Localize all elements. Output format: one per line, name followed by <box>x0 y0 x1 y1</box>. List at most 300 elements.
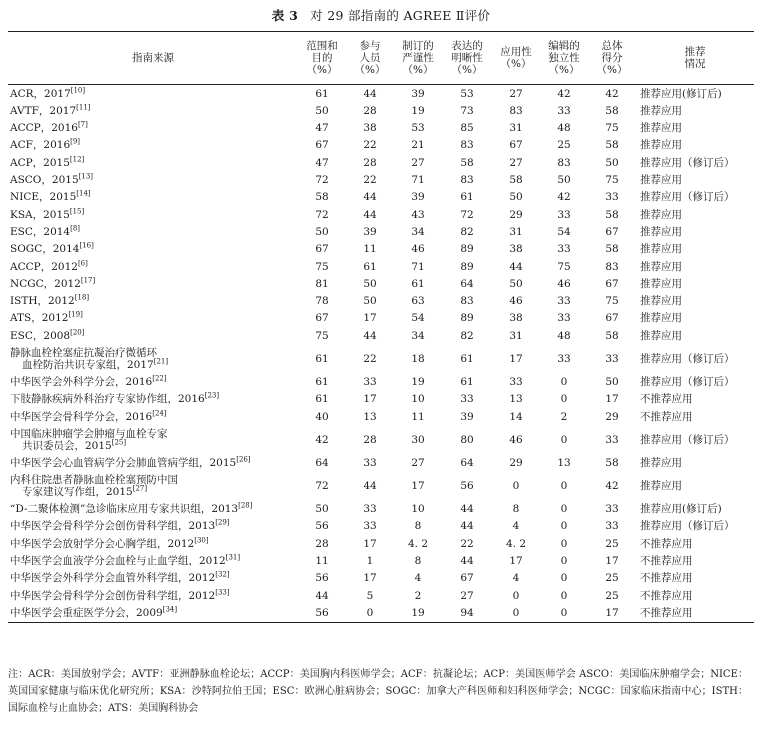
reference-number: [19] <box>68 310 83 319</box>
reference-number: [13] <box>78 172 94 181</box>
cell-score: 8 <box>414 555 422 568</box>
cell-source <box>8 373 298 390</box>
table-row <box>8 570 754 587</box>
cell-score: 2 <box>414 589 422 602</box>
cell-source <box>8 553 298 570</box>
cell-score: 53 <box>411 122 425 135</box>
header-row <box>8 32 754 85</box>
cell-source <box>8 425 298 454</box>
cell-source <box>8 310 298 327</box>
cell-score: 11 <box>363 243 377 256</box>
cell-recommendation: 推荐应用（修订后） <box>640 376 735 388</box>
cell-score: 67 <box>315 312 329 325</box>
cell-score: 29 <box>509 208 523 221</box>
cell-recommendation: 推荐应用 <box>640 174 682 187</box>
cell-score: 33 <box>460 393 474 406</box>
cell-score: 22 <box>363 352 377 365</box>
table-body <box>8 85 754 623</box>
cell-score: 89 <box>460 260 474 273</box>
source-text: NCGC，2012 <box>10 277 81 290</box>
reference-number: [17] <box>80 276 96 285</box>
source-text: ACR，2017 <box>10 87 71 100</box>
cell-recommendation: 推荐应用 <box>640 295 682 308</box>
table-row <box>8 310 754 327</box>
table-row <box>8 454 754 471</box>
cell-score: 29 <box>509 456 523 469</box>
cell-score: 50 <box>315 503 329 516</box>
header-source: 指南来源 <box>132 52 174 64</box>
table-row <box>8 373 754 390</box>
cell-score: 33 <box>605 520 619 533</box>
reference-number: [32] <box>215 570 230 579</box>
cell-score: 17 <box>605 606 619 619</box>
table-row <box>8 120 754 137</box>
cell-recommendation: 推荐应用 <box>640 139 682 152</box>
cell-score: 44 <box>363 480 377 493</box>
cell-score: 34 <box>411 225 425 238</box>
cell-recommendation: 推荐应用 <box>640 329 682 342</box>
cell-score: 22 <box>363 174 377 187</box>
source-text: ACCP，2012 <box>10 260 78 273</box>
cell-score: 31 <box>509 122 523 135</box>
cell-score: 0 <box>560 480 568 493</box>
cell-score: 54 <box>411 312 425 325</box>
cell-recommendation: 推荐应用 <box>640 208 682 221</box>
cell-score: 50 <box>605 376 619 388</box>
cell-score: 5 <box>366 589 374 602</box>
cell-score: 33 <box>557 352 571 365</box>
cell-score: 8 <box>414 520 422 533</box>
cell-source <box>8 604 298 622</box>
cell-score: 28 <box>315 537 329 550</box>
cell-score: 33 <box>605 352 619 365</box>
source-text: 中华医学会放射学分会心胸学组，2012 <box>10 537 195 550</box>
cell-score: 58 <box>460 156 474 169</box>
cell-score: 39 <box>411 191 425 204</box>
source-text: 中国临床肿瘤学会肿瘤与血栓专家 <box>10 427 168 440</box>
cell-score: 1 <box>366 555 374 568</box>
cell-recommendation: 推荐应用（修订后） <box>640 433 735 446</box>
reference-number: [14] <box>76 189 91 198</box>
cell-score: 85 <box>460 122 474 135</box>
cell-score: 0 <box>560 433 568 446</box>
cell-score: 82 <box>460 329 474 342</box>
cell-score: 0 <box>512 589 520 602</box>
source-line <box>10 295 298 307</box>
source-line <box>10 376 298 388</box>
source-line <box>10 105 298 117</box>
cell-score: 25 <box>605 537 619 550</box>
cell-score: 0 <box>560 589 568 602</box>
cell-source <box>8 408 298 425</box>
cell-score: 50 <box>363 277 377 290</box>
cell-score: 14 <box>509 410 523 423</box>
cell-score: 33 <box>605 433 619 446</box>
reference-number: [11] <box>76 103 91 112</box>
cell-score: 58 <box>315 191 329 204</box>
cell-source <box>8 327 298 344</box>
cell-source <box>8 570 298 587</box>
cell-score: 28 <box>363 156 377 169</box>
header-rigor: 制订的 严谨性 （%） <box>402 40 434 76</box>
cell-score: 25 <box>605 572 619 585</box>
cell-score: 50 <box>315 225 329 238</box>
cell-score: 44 <box>363 329 377 342</box>
cell-score: 0 <box>560 503 568 516</box>
cell-source <box>8 501 298 518</box>
reference-number: [29] <box>215 518 230 527</box>
source-text: NICE，2015 <box>10 191 77 204</box>
cell-recommendation: 不推荐应用 <box>640 589 693 602</box>
cell-source <box>8 154 298 171</box>
cell-score: 56 <box>315 572 329 585</box>
cell-score: 64 <box>460 456 474 469</box>
cell-recommendation: 推荐应用 <box>640 456 682 469</box>
cell-score: 50 <box>363 295 377 308</box>
reference-number: [22] <box>152 374 167 383</box>
cell-score: 50 <box>509 191 523 204</box>
cell-score: 61 <box>460 376 474 388</box>
cell-score: 44 <box>460 503 474 516</box>
cell-score: 46 <box>557 277 571 290</box>
cell-score: 54 <box>557 225 571 238</box>
cell-score: 61 <box>363 260 377 273</box>
cell-score: 58 <box>605 104 619 117</box>
cell-score: 67 <box>605 225 619 238</box>
table-row <box>8 189 754 206</box>
cell-score: 8 <box>512 503 520 516</box>
source-line <box>10 261 298 273</box>
cell-score: 67 <box>315 243 329 256</box>
cell-score: 61 <box>460 352 474 365</box>
source-line <box>10 359 298 371</box>
cell-recommendation: 不推荐应用 <box>640 606 693 619</box>
source-line <box>10 555 298 567</box>
cell-score: 61 <box>315 393 329 406</box>
cell-score: 28 <box>363 104 377 117</box>
cell-score: 27 <box>509 87 523 100</box>
source-line <box>10 157 298 169</box>
cell-source <box>8 171 298 188</box>
cell-score: 27 <box>460 589 474 602</box>
table-row <box>8 171 754 188</box>
reference-number: [7] <box>77 120 88 129</box>
source-line <box>10 393 298 405</box>
cell-score: 61 <box>411 277 425 290</box>
cell-score: 83 <box>460 139 474 152</box>
source-text: 静脉血栓栓塞症抗凝治疗微循环 <box>10 346 157 359</box>
cell-score: 33 <box>509 376 523 388</box>
table-row <box>8 408 754 425</box>
cell-score: 38 <box>509 243 523 256</box>
cell-source <box>8 518 298 535</box>
table-row <box>8 553 754 570</box>
table-row <box>8 327 754 344</box>
cell-score: 44 <box>509 260 523 273</box>
cell-score: 0 <box>560 606 568 619</box>
cell-score: 4. 2 <box>407 537 429 550</box>
cell-score: 4 <box>414 572 422 585</box>
cell-score: 27 <box>509 156 523 169</box>
cell-score: 47 <box>315 122 329 135</box>
cell-score: 58 <box>605 329 619 342</box>
cell-score: 67 <box>605 312 619 325</box>
reference-number: [28] <box>238 501 253 510</box>
reference-number: [9] <box>70 137 81 146</box>
cell-score: 67 <box>509 139 523 152</box>
cell-score: 56 <box>315 520 329 533</box>
table-row <box>8 275 754 292</box>
cell-score: 0 <box>560 520 568 533</box>
source-text: AVTF，2017 <box>10 104 77 117</box>
cell-score: 73 <box>460 104 474 117</box>
cell-score: 33 <box>557 312 571 325</box>
header-scope: 范围和 目的 （%） <box>306 40 338 76</box>
cell-source <box>8 85 298 103</box>
reference-number: [8] <box>70 224 81 233</box>
cell-score: 4 <box>512 572 520 585</box>
cell-score: 82 <box>460 225 474 238</box>
cell-source <box>8 472 298 501</box>
cell-score: 48 <box>557 329 571 342</box>
cell-score: 38 <box>509 312 523 325</box>
cell-score: 11 <box>411 410 425 423</box>
reference-number: [16] <box>79 241 94 250</box>
cell-recommendation: 推荐应用 <box>640 243 682 256</box>
cell-score: 61 <box>460 191 474 204</box>
cell-score: 64 <box>460 277 474 290</box>
cell-score: 80 <box>460 433 474 446</box>
cell-score: 18 <box>411 352 425 365</box>
cell-score: 30 <box>411 433 425 446</box>
table-row <box>8 293 754 310</box>
reference-number: [26] <box>236 455 251 464</box>
source-text: 内科住院患者静脉血栓栓塞预防中国 <box>10 473 178 486</box>
source-text: ASCO，2015 <box>10 174 79 187</box>
reference-number: [27] <box>132 484 148 493</box>
cell-score: 75 <box>605 174 619 187</box>
source-text: 专家建议写作组，2015 <box>22 486 133 499</box>
cell-score: 2 <box>560 410 568 423</box>
table-row <box>8 472 754 501</box>
cell-score: 83 <box>460 295 474 308</box>
source-text: 中华医学会重症医学分会，2009 <box>10 606 163 619</box>
cell-recommendation: 推荐应用 <box>640 104 682 117</box>
cell-score: 33 <box>363 376 377 388</box>
source-line <box>10 330 298 342</box>
cell-recommendation: 推荐应用 <box>640 277 682 290</box>
cell-score: 19 <box>411 606 425 619</box>
cell-score: 10 <box>411 393 425 406</box>
cell-score: 39 <box>411 87 425 100</box>
source-line <box>10 520 298 532</box>
cell-score: 44 <box>460 555 474 568</box>
cell-recommendation: 推荐应用(修订后) <box>640 87 722 100</box>
source-text: 中华医学会外科学分会血管外科学组，2012 <box>10 572 216 585</box>
cell-score: 61 <box>315 87 329 100</box>
source-text: ACF，2016 <box>10 139 71 152</box>
table-row <box>8 344 754 373</box>
header-independence: 编辑的 独立性 （%） <box>548 40 580 76</box>
header-clarity: 表达的 明晰性 （%） <box>451 40 483 76</box>
cell-score: 17 <box>605 555 619 568</box>
cell-score: 39 <box>460 410 474 423</box>
cell-score: 72 <box>460 208 474 221</box>
source-text: ACCP，2016 <box>10 122 78 135</box>
cell-score: 13 <box>509 393 523 406</box>
reference-number: [33] <box>215 588 230 597</box>
cell-score: 42 <box>605 480 619 493</box>
cell-source <box>8 293 298 310</box>
table-row <box>8 535 754 552</box>
cell-score: 81 <box>315 277 329 290</box>
cell-score: 43 <box>411 208 425 221</box>
cell-score: 67 <box>460 572 474 585</box>
cell-score: 0 <box>512 606 520 619</box>
cell-score: 61 <box>315 376 329 388</box>
cell-score: 4 <box>512 520 520 533</box>
table-row <box>8 501 754 518</box>
cell-score: 42 <box>605 87 619 100</box>
cell-score: 83 <box>605 260 619 273</box>
cell-recommendation: 推荐应用 <box>640 260 682 273</box>
table-row <box>8 241 754 258</box>
cell-score: 31 <box>509 329 523 342</box>
reference-number: [21] <box>153 357 169 366</box>
source-line <box>10 590 298 602</box>
cell-score: 50 <box>557 174 571 187</box>
cell-score: 17 <box>363 312 377 325</box>
source-text: 中华医学会骨科学分会，2016 <box>10 410 153 423</box>
cell-score: 33 <box>363 520 377 533</box>
source-text: 中华医学会外科学分会，2016 <box>10 376 153 388</box>
cell-score: 44 <box>363 208 377 221</box>
source-line <box>10 139 298 151</box>
cell-score: 58 <box>509 174 523 187</box>
cell-score: 42 <box>315 433 329 446</box>
cell-source <box>8 535 298 552</box>
reference-number: [24] <box>152 409 167 418</box>
cell-score: 0 <box>560 572 568 585</box>
cell-score: 27 <box>411 456 425 469</box>
source-text: ESC，2008 <box>10 329 71 342</box>
cell-score: 17 <box>509 352 523 365</box>
cell-score: 11 <box>315 555 329 568</box>
source-line <box>10 411 298 423</box>
cell-score: 78 <box>315 295 329 308</box>
cell-recommendation: 推荐应用（修订后） <box>640 520 735 533</box>
cell-score: 63 <box>411 295 425 308</box>
cell-source <box>8 102 298 119</box>
source-line <box>10 474 298 486</box>
cell-source <box>8 206 298 223</box>
cell-source <box>8 241 298 258</box>
table-footnote: 注：ACR：美国放射学会；AVTF：亚洲静脉血栓论坛；ACCP：美国胸内科医师学会；ACF：抗凝论坛；ACP：美国医师学会 ASCO：美国临床肿瘤学会；NICE：英国国家健康与临床优化研究所；KSA：沙特阿拉伯王国；ESC：欧洲心脏病协会；SOGC：加拿大产科医师和妇科医师学会；NCGC：国家临床指南中心；ISTH：国际血栓与止血协会；ATS：美国胸科协会 <box>8 669 748 714</box>
cell-score: 56 <box>315 606 329 619</box>
table-row <box>8 391 754 408</box>
source-line <box>10 503 298 515</box>
table-row <box>8 258 754 275</box>
table-row <box>8 223 754 240</box>
cell-score: 17 <box>363 572 377 585</box>
source-text: 共识委员会，2015 <box>22 439 112 452</box>
cell-recommendation: 推荐应用 <box>640 312 682 325</box>
cell-score: 46 <box>509 433 523 446</box>
source-line <box>10 243 298 255</box>
source-line <box>10 440 298 452</box>
cell-score: 71 <box>411 174 425 187</box>
cell-score: 0 <box>560 537 568 550</box>
cell-score: 17 <box>509 555 523 568</box>
cell-score: 75 <box>557 260 571 273</box>
header-overall: 总体 得分 （%） <box>596 40 628 76</box>
cell-score: 50 <box>315 104 329 117</box>
cell-score: 58 <box>605 456 619 469</box>
cell-score: 71 <box>411 260 425 273</box>
cell-score: 50 <box>605 156 619 169</box>
cell-source <box>8 344 298 373</box>
cell-score: 67 <box>315 139 329 152</box>
cell-recommendation: 不推荐应用 <box>640 555 693 568</box>
reference-number: [23] <box>204 391 220 400</box>
table-row <box>8 518 754 535</box>
cell-score: 47 <box>315 156 329 169</box>
cell-score: 44 <box>315 589 329 602</box>
cell-score: 22 <box>460 537 474 550</box>
cell-score: 33 <box>557 243 571 256</box>
cell-score: 33 <box>605 503 619 516</box>
table-row <box>8 137 754 154</box>
cell-score: 0 <box>560 555 568 568</box>
table-row <box>8 425 754 454</box>
source-text: 下肢静脉疾病外科治疗专家协作组，2016 <box>10 393 205 406</box>
cell-score: 72 <box>315 480 329 493</box>
cell-score: 10 <box>411 503 425 516</box>
reference-number: [30] <box>194 536 209 545</box>
cell-source <box>8 258 298 275</box>
cell-recommendation: 不推荐应用 <box>640 410 693 423</box>
cell-score: 34 <box>411 329 425 342</box>
cell-score: 89 <box>460 312 474 325</box>
cell-score: 27 <box>411 156 425 169</box>
cell-source <box>8 275 298 292</box>
cell-score: 42 <box>557 191 571 204</box>
cell-score: 48 <box>557 122 571 135</box>
cell-source <box>8 223 298 240</box>
cell-score: 38 <box>363 122 377 135</box>
cell-score: 25 <box>605 589 619 602</box>
cell-score: 44 <box>363 191 377 204</box>
cell-score: 58 <box>605 139 619 152</box>
table-row <box>8 102 754 119</box>
source-text: KSA，2015 <box>10 208 70 221</box>
cell-score: 33 <box>557 295 571 308</box>
table-row <box>8 587 754 604</box>
cell-score: 64 <box>315 456 329 469</box>
source-line <box>10 538 298 550</box>
table-row <box>8 206 754 223</box>
source-line <box>10 607 298 619</box>
table-label: 表 3 <box>271 8 299 23</box>
cell-score: 33 <box>605 191 619 204</box>
reference-number: [12] <box>69 155 85 164</box>
source-line <box>10 278 298 290</box>
cell-score: 50 <box>509 277 523 290</box>
cell-score: 19 <box>411 104 425 117</box>
source-text: 中华医学会骨科学分会创伤骨科学组，2012 <box>10 589 216 602</box>
cell-recommendation: 推荐应用 <box>640 122 682 135</box>
cell-score: 89 <box>460 243 474 256</box>
